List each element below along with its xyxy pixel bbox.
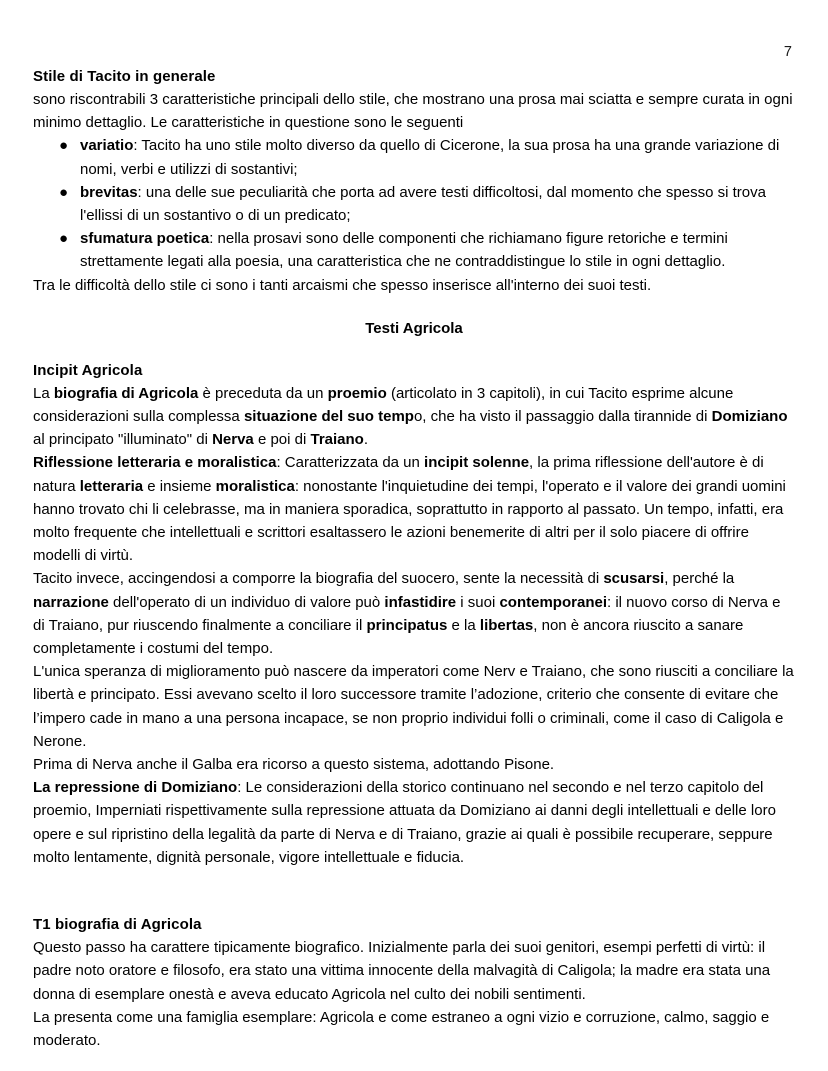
list-item-term: sfumatura poetica	[80, 230, 210, 248]
text-run-bold: scusarsi	[603, 570, 665, 588]
spacer	[33, 297, 795, 318]
text-run-bold: libertas	[479, 616, 534, 634]
bullet-icon: ●	[59, 183, 69, 201]
heading-stile-di-tacito: Stile di Tacito in generale	[33, 68, 216, 85]
list-item	[33, 134, 795, 180]
bullet-icon: ●	[59, 230, 69, 248]
paragraph-incipit-2	[33, 451, 795, 567]
text-run-bold: proemio	[327, 384, 387, 402]
text-run: : il nuovo corso di Nerva e di Traiano, pur riuscendo finalmente a conciliare il	[33, 593, 781, 634]
list-item-text: : una delle sue peculiarità che porta ad avere testi difficoltosi, dal momento che spesso si trova l'ellissi di un sostantivo o di un predicato;	[80, 183, 766, 225]
text-run-bold: moralistica	[215, 477, 295, 495]
paragraph-stile-closing: Tra le difficoltà dello stile ci sono i tanti arcaismi che spesso inserisce all'interno dei suoi testi.	[33, 276, 652, 294]
paragraph-t1-1: Questo passo ha carattere tipicamente biografico. Inizialmente parla dei suoi genitori, esempi perfetti di virtù: il padre noto oratore e filosofo, era stato una vittima innocente della malvagità di Caligola; la madre era stata una donna di esemplare onestà e aveva educato Agricola nel culto dei nobili sentimenti.	[33, 939, 771, 1003]
text-run-bold: La repressione di Domiziano	[33, 779, 238, 797]
text-run: dell'operato di un individuo di valore può	[108, 593, 385, 611]
paragraph-incipit-5: Prima di Nerva anche il Galba era ricorso a questo sistema, adottando Pisone.	[33, 756, 555, 774]
text-run: : Le considerazioni della storico continuano nel secondo e nel terzo capitolo del proemio, Imperniati rispettivamente sulla repressione attuata da Domiziano ai danni degli intellettuali e delle loro opere e sul ripristino della legalità da parte di Nerva e di Traiano, grazie ai quali è possibile recuperare, seppure molto lentamente, dignità personale, vigore intellettuale e fiducia.	[33, 779, 776, 866]
text-run: : nonostante l'inquietudine dei tempi, l'operato e il valore dei grandi uomini hanno trovato chi li celebrasse, ma in maniera sporadica, soprattutto in rapporto al passato. Un tempo, infatti, era molto frequente che intellettuali e scrittori esaltassero le azioni benemerite di altri per il solo piacere di offrire modelli di virtù.	[33, 477, 786, 565]
text-run: , perché la	[664, 570, 735, 588]
paragraph-incipit-3	[33, 567, 795, 660]
list-item-text: : nella prosavi sono delle componenti che richiamano figure retoriche e termini strettamente legati alla poesia, una caratteristica che ne contraddistingue lo stile in ogni dettaglio.	[80, 230, 728, 271]
text-run-bold: principatus	[366, 616, 448, 634]
spacer	[33, 869, 795, 914]
text-run: al principato "illuminato" di	[33, 431, 213, 449]
text-run: (articolato in 3 capitoli), in cui Tacito esprime alcune considerazioni sulla complessa	[33, 384, 734, 426]
list-item	[33, 181, 795, 227]
text-run-bold: narrazione	[33, 593, 109, 611]
list-item-term: variatio	[80, 137, 134, 155]
heading-testi-agricola: Testi Agricola	[365, 319, 463, 337]
text-run-bold: incipit solenne	[424, 454, 530, 472]
text-run: e la	[447, 616, 480, 634]
list-caratteristiche-stile	[33, 134, 795, 273]
heading-incipit-agricola: Incipit Agricola	[33, 361, 143, 379]
paragraph-incipit-4: L'unica speranza di miglioramento può nascere da imperatori come Nerv e Traiano, che sono riusciti a conciliare la libertà e principato. Essi avevano scelto il loro successore tramite l’adozione, criterio che consente di evitare che l’impero cade in mano a una persona incapace, se non proprio individui folli o criminali, come il caso di Caligola e Nerone.	[33, 663, 794, 750]
text-run: , la prima riflessione dell'autore è di natura	[33, 454, 764, 495]
document-body	[33, 66, 795, 1052]
list-item-text: : Tacito ha uno stile molto diverso da quello di Cicerone, la sua prosa ha una grande variazione di nomi, verbi e utilizzi di sostantivi;	[80, 137, 780, 178]
text-run-bold: biografia di Agricola	[53, 384, 199, 402]
spacer	[33, 340, 795, 360]
list-item	[33, 227, 795, 273]
page-number: 7	[783, 44, 792, 60]
paragraph-incipit-1	[33, 382, 795, 452]
text-run: : Caratterizzata da un	[276, 454, 425, 472]
paragraph-stile-intro: sono riscontrabili 3 caratteristiche principali dello stile, che mostrano una prosa mai sciatta e sempre curata in ogni minimo dettaglio. Le caratteristiche in questione sono le seguenti	[33, 91, 793, 132]
text-run: La	[33, 384, 54, 402]
text-run: e insieme	[143, 477, 216, 495]
list-item-term: brevitas	[80, 183, 138, 201]
paragraph-t1-2: La presenta come una famiglia esemplare: Agricola e come estraneo a ogni vizio e corruzione, calmo, saggio e moderato.	[33, 1008, 770, 1049]
text-run-bold: letteraria	[79, 477, 144, 495]
text-run-bold: contemporanei	[499, 593, 607, 611]
paragraph-repressione-domiziano	[33, 776, 795, 869]
text-run-bold: Domiziano	[711, 408, 788, 426]
text-run: , non è ancora riuscito a sanare completamente i costumi del tempo.	[33, 616, 744, 658]
bullet-icon: ●	[59, 137, 69, 155]
text-run: i suoi	[456, 593, 500, 611]
text-run-bold: Traiano	[310, 431, 364, 449]
text-run: e poi di	[253, 431, 311, 449]
text-run: è preceduta da un	[198, 384, 328, 402]
text-run-bold: infastidire	[384, 593, 457, 611]
text-run: Tacito invece, accingendosi a comporre la biografia del suocero, sente la necessità di	[33, 570, 604, 588]
text-run-bold: Nerva	[212, 431, 254, 449]
heading-t1-biografia: T1 biografia di Agricola	[33, 916, 202, 934]
text-run-bold: Riflessione letteraria e moralistica	[33, 454, 277, 472]
text-run: .	[363, 431, 369, 449]
text-run: o, che ha visto il passaggio dalla tirannide di	[413, 408, 712, 426]
text-run-bold: situazione del suo temp	[243, 408, 414, 426]
